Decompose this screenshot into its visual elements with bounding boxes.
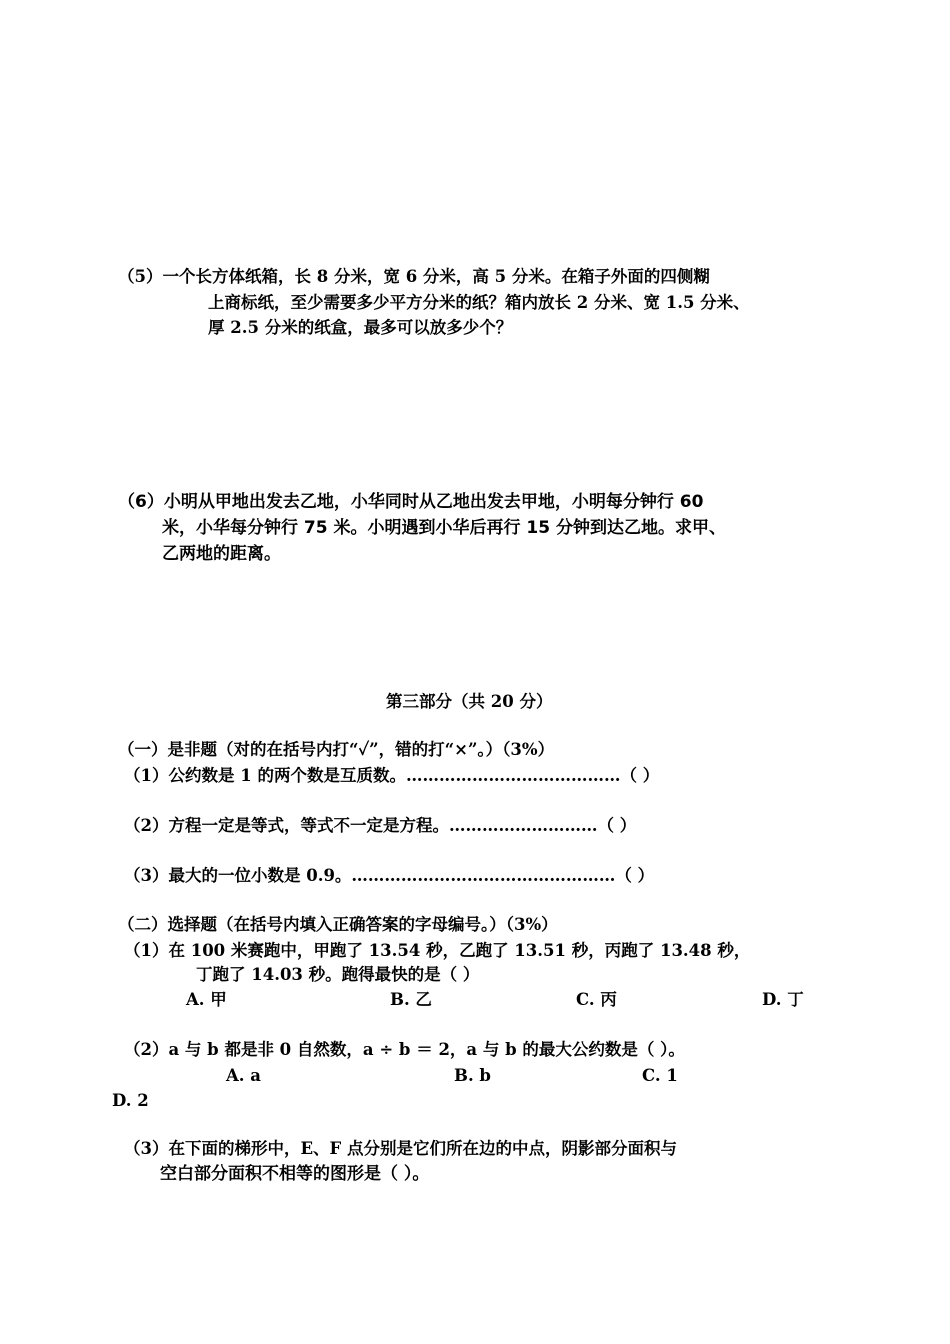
mc-q2-option-a: A. a — [226, 1066, 261, 1085]
q5-line1: （5）一个长方体纸箱，长 8 分米，宽 6 分米，高 5 分米。在箱子外面的四侧糊 — [118, 267, 710, 286]
q5-line2: 上商标纸，至少需要多少平方分米的纸？箱内放长 2 分米、宽 1.5 分米、 — [208, 293, 750, 312]
mc-q3-line2: 空白部分面积不相等的图形是（ ）。 — [160, 1164, 430, 1184]
mc-q1-line2: 丁跑了 14.03 秒。跑得最快的是（ ） — [196, 965, 480, 984]
mc-q3-line1: （3）在下面的梯形中，E、F 点分别是它们所在边的中点，阴影部分面积与 — [124, 1139, 678, 1158]
mc-q1-option-c: C. 丙 — [576, 990, 617, 1009]
mc-q2-line1: （2）a 与 b 都是非 0 自然数，a ÷ b ＝ 2，a 与 b 的最大公约数是（ ）。 — [124, 1040, 685, 1059]
q6-line1: （6）小明从甲地出发去乙地，小华同时从乙地出发去甲地，小明每分钟行 60 — [118, 492, 704, 512]
mc-q1-line1: （1）在 100 米赛跑中，甲跑了 13.54 秒，乙跑了 13.51 秒，丙跑了 13.48 秒， — [124, 941, 751, 960]
mc-q2-option-d: D. 2 — [112, 1091, 149, 1110]
q5-line3: 厚 2.5 分米的纸盒，最多可以放多少个？ — [208, 318, 513, 337]
tf-item-3: （3）最大的一位小数是 0.9。…………………………………………（ ） — [124, 866, 655, 885]
mc-heading: （二）选择题（在括号内填入正确答案的字母编号。）（3%） — [118, 915, 558, 934]
q6-line2: 米，小华每分钟行 75 米。小明遇到小华后再行 15 分钟到达乙地。求甲、 — [162, 518, 726, 538]
mc-q1-option-d: D. 丁 — [762, 990, 804, 1009]
mc-q1-option-b: B. 乙 — [390, 990, 432, 1009]
mc-q1-option-a: A. 甲 — [186, 990, 227, 1009]
mc-q2-option-c: C. 1 — [642, 1066, 678, 1085]
tf-item-1: （1）公约数是 1 的两个数是互质数。…………………………………（ ） — [124, 766, 660, 785]
mc-q2-option-b: B. b — [454, 1066, 491, 1085]
q6-line3: 乙两地的距离。 — [162, 544, 281, 564]
part3-title: 第三部分（共 20 分） — [386, 692, 553, 711]
tf-item-2: （2）方程一定是等式，等式不一定是方程。………………………（ ） — [124, 816, 637, 835]
tf-heading: （一）是非题（对的在括号内打“✓”，错的打“×”。）（3%） — [118, 740, 555, 759]
